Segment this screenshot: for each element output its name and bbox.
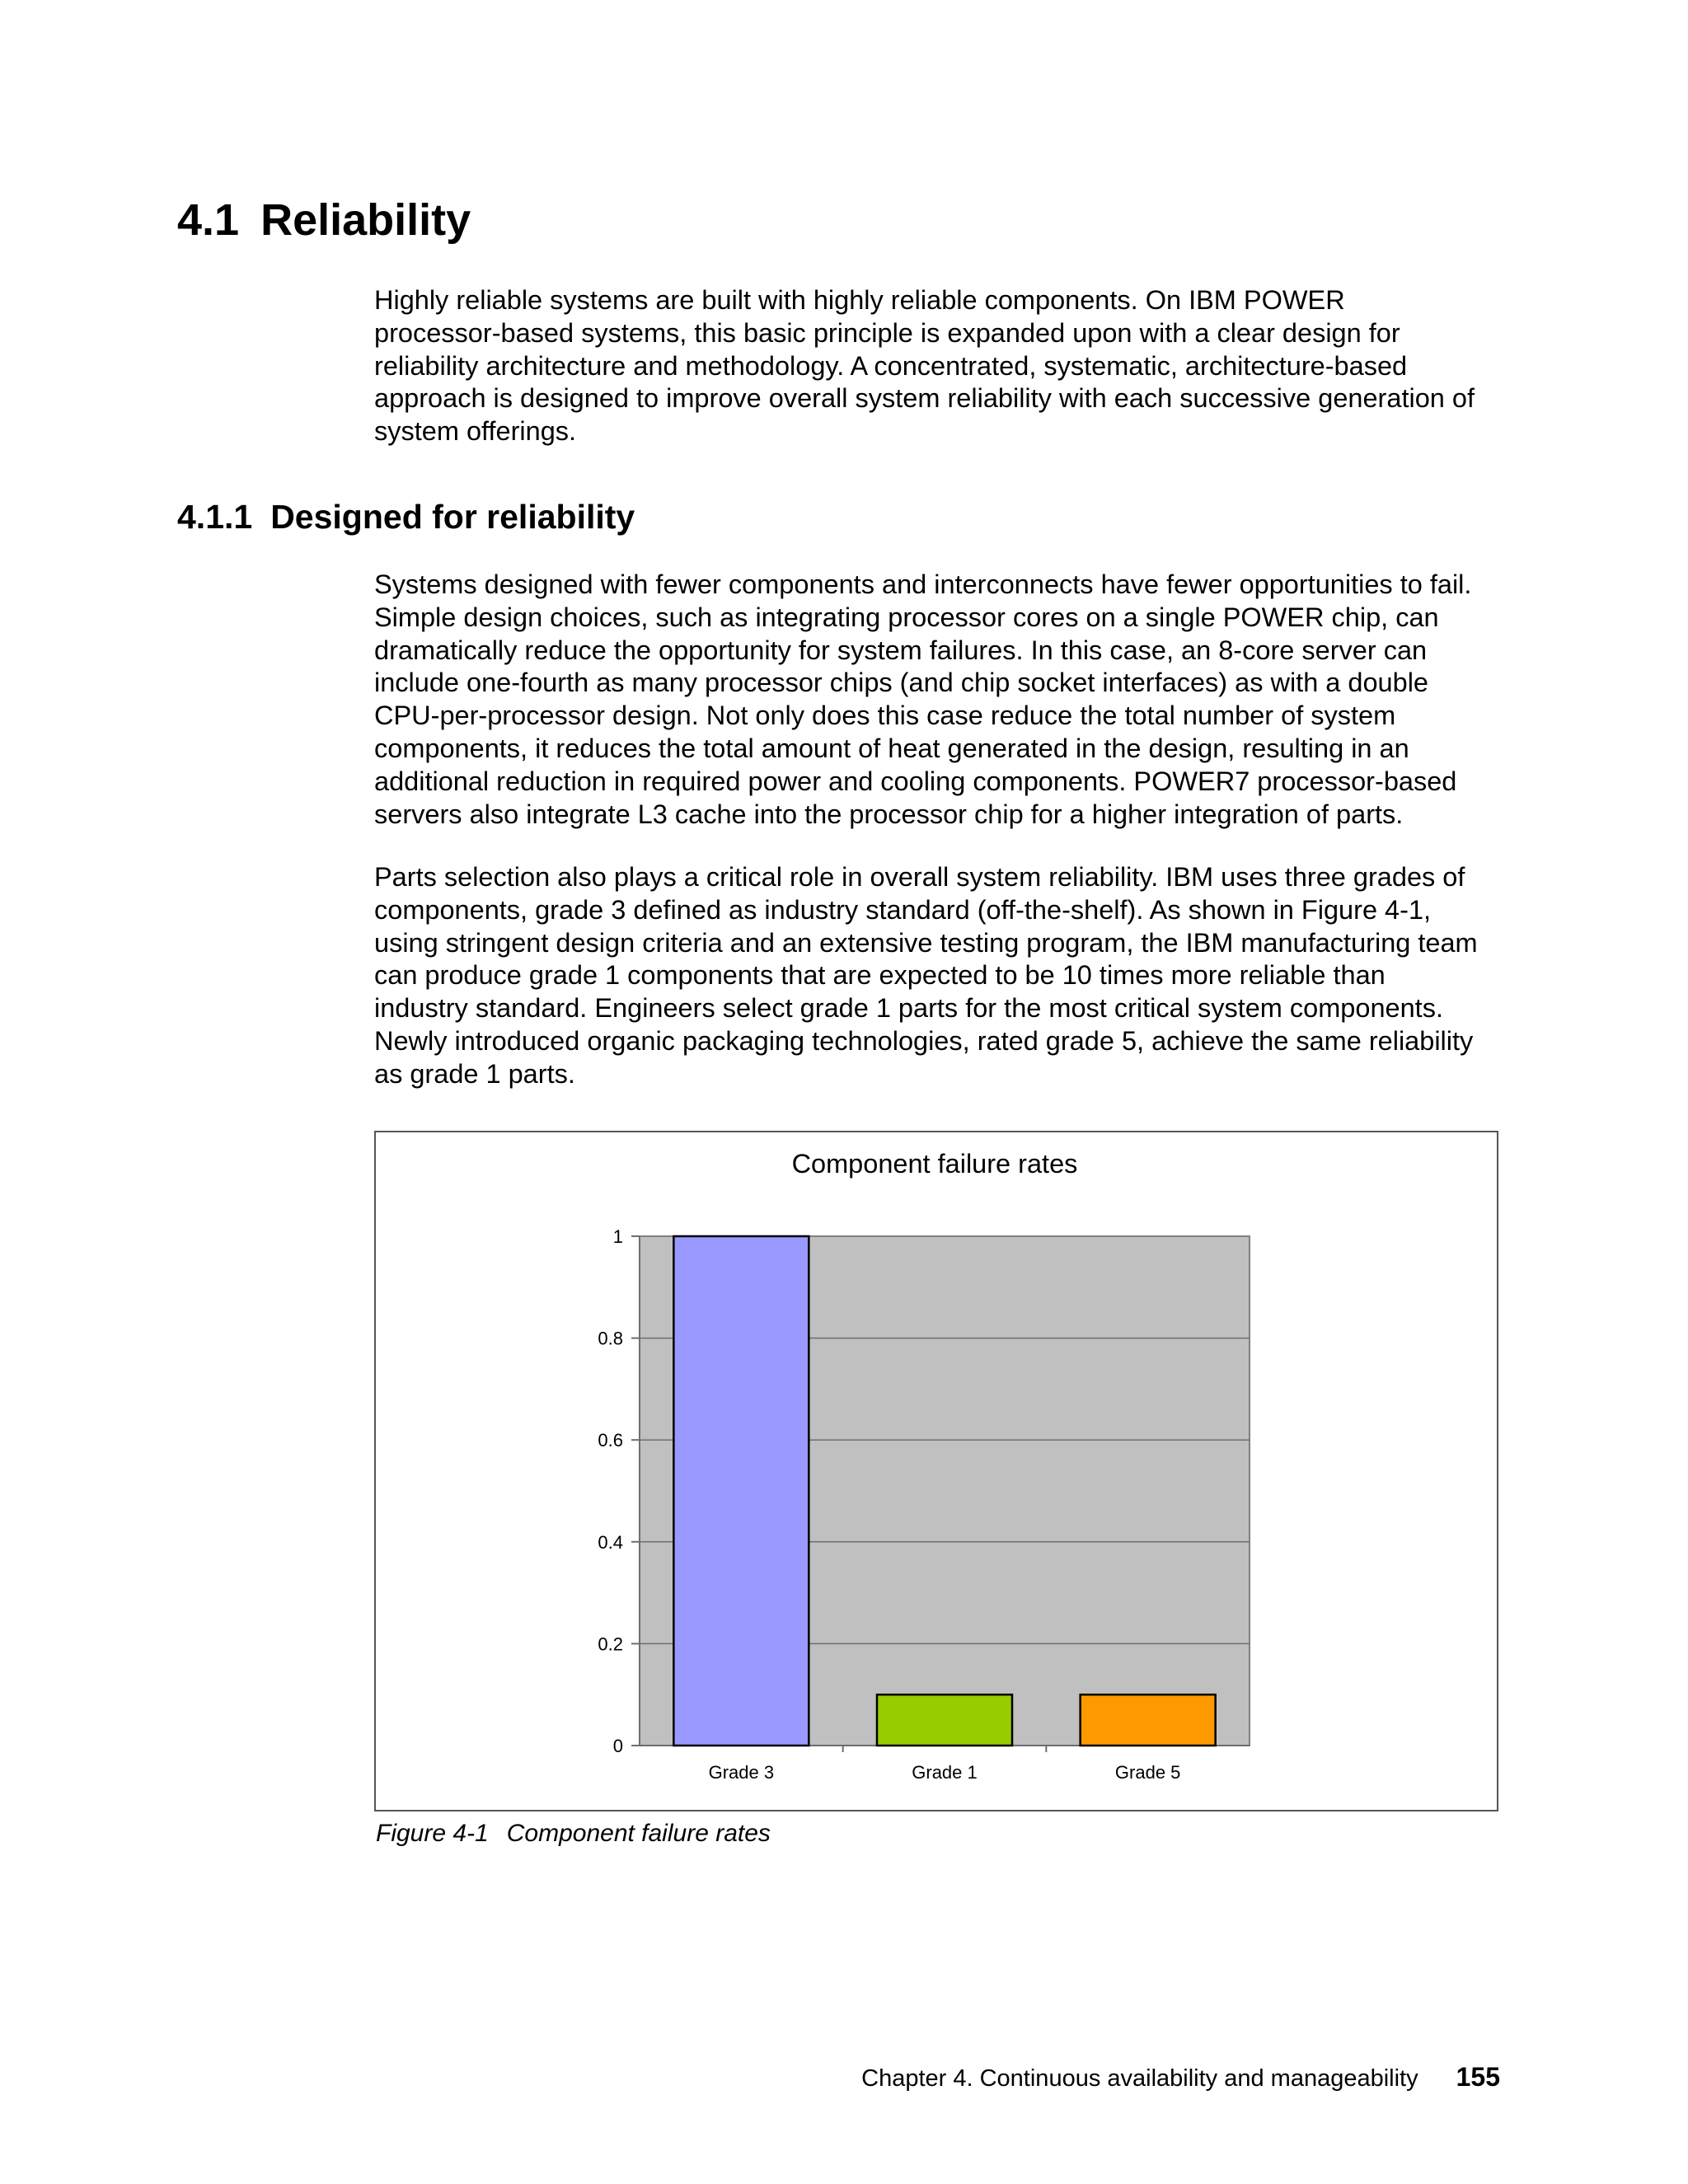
subsection-number: 4.1.1 [177, 498, 253, 536]
section-number: 4.1 [177, 195, 240, 245]
text-line: reliability architecture and methodology. A concentrated, systematic, architecture-based [374, 350, 1408, 381]
text-line: Parts selection also plays a critical role in overall system reliability. IBM uses three grades of [374, 862, 1465, 892]
bar-grade-5 [1081, 1694, 1216, 1746]
text-line: servers also integrate L3 cache into the processor chip for a higher integration of parts. [374, 799, 1404, 829]
text-line: components, grade 3 defined as industry standard (off-the-shelf). As shown in Figure 4-1, [374, 894, 1432, 925]
text-line: industry standard. Engineers select grade 1 parts for the most critical system components. [374, 993, 1443, 1024]
page-footer [861, 2060, 1500, 2095]
text-line: Newly introduced organic packaging technologies, rated grade 5, achieve the same reliability [374, 1025, 1474, 1056]
y-tick-label: 0.2 [598, 1633, 623, 1655]
figure-caption-text: Component failure rates [506, 1820, 771, 1847]
x-tick-label: Grade 5 [1114, 1762, 1181, 1783]
y-tick-label: 0.8 [598, 1328, 623, 1349]
y-tick-label: 1 [612, 1226, 623, 1247]
text-line: additional reduction in required power and cooling components. POWER7 processor-based [374, 766, 1457, 796]
text-line: using stringent design criteria and an extensive testing program, the IBM manufacturing team [374, 927, 1478, 958]
text-line: Systems designed with fewer components and interconnects have fewer opportunities to fail. [374, 569, 1472, 599]
text-line: dramatically reduce the opportunity for system failures. In this case, an 8-core server can [374, 635, 1428, 665]
y-tick-label: 0.4 [598, 1531, 623, 1553]
footer-chapter: Chapter 4. Continuous availability and manageability [861, 2065, 1418, 2092]
x-tick-label: Grade 3 [708, 1762, 775, 1783]
text-line: approach is designed to improve overall system reliability with each successive generation of [374, 383, 1475, 414]
text-line: can produce grade 1 components that are expected to be 10 times more reliable than [374, 960, 1386, 991]
text-line: include one-fourth as many processor chips (and chip socket interfaces) as with a double [374, 668, 1429, 698]
text-line: as grade 1 parts. [374, 1058, 575, 1089]
bar-grade-3 [673, 1236, 809, 1746]
y-tick-label: 0 [612, 1736, 623, 1756]
figure-number: Figure 4-1 [376, 1820, 489, 1847]
x-tick-label: Grade 1 [912, 1762, 978, 1783]
bar-grade-1 [877, 1694, 1012, 1746]
chart-title: Component failure rates [791, 1149, 1078, 1179]
page-number: 155 [1456, 2062, 1500, 2092]
text-line: CPU-per-processor design. Not only does this case reduce the total number of system [374, 701, 1396, 731]
section-title: Reliability [260, 195, 471, 245]
subsection-title: Designed for reliability [270, 498, 635, 536]
text-line: Highly reliable systems are built with highly reliable components. On IBM POWER [374, 285, 1345, 315]
text-line: components, it reduces the total amount of heat generated in the design, resulting in an [374, 733, 1409, 763]
y-tick-label: 0.6 [598, 1430, 623, 1451]
figure-caption [376, 1817, 771, 1850]
text-line: Simple design choices, such as integrating processor cores on a single POWER chip, can [374, 602, 1439, 632]
text-line: processor-based systems, this basic principle is expanded upon with a clear design for [374, 317, 1400, 348]
text-line: system offerings. [374, 416, 577, 447]
